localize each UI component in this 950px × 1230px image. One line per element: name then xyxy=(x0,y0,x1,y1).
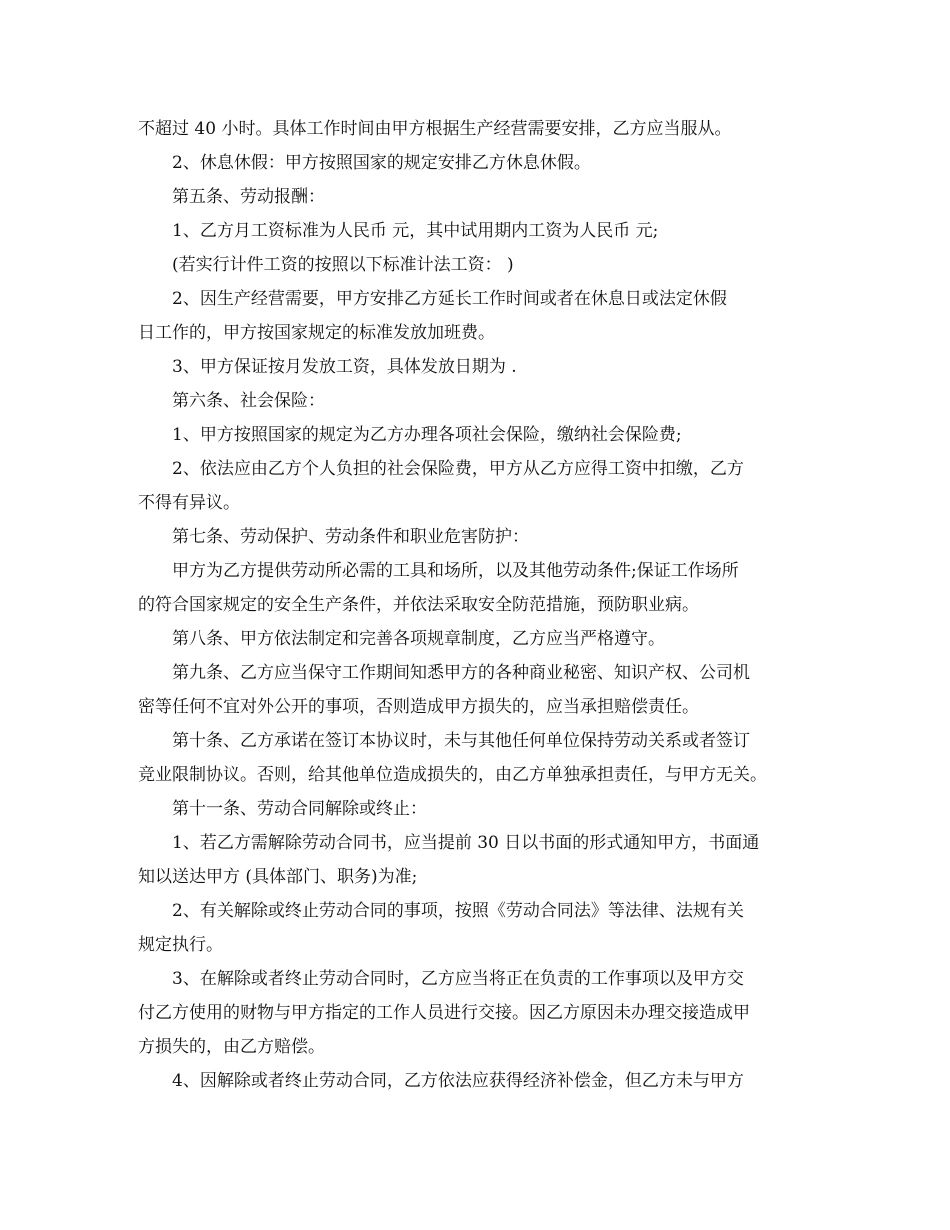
document-line: 第六条、社会保险： xyxy=(172,391,325,411)
document-line: 第八条、甲方依法制定和完善各项规章制度，乙方应当严格遵守。 xyxy=(172,629,665,649)
document-line: 2、有关解除或终止劳动合同的事项，按照《劳动合同法》等法律、法规有关 xyxy=(172,901,744,921)
document-line: 的符合国家规定的安全生产条件，并依法采取安全防范措施，预防职业病。 xyxy=(138,595,699,615)
document-body xyxy=(138,112,828,1098)
document-line: 付乙方使用的财物与甲方指定的工作人员进行交接。因乙方原因未办理交接造成甲 xyxy=(138,1003,750,1023)
document-line: 1、甲方按照国家的规定为乙方办理各项社会保险，缴纳社会保险费; xyxy=(172,425,682,445)
document-line: 第十条、乙方承诺在签订本协议时，未与其他任何单位保持劳动关系或者签订 xyxy=(172,731,750,751)
document-line: 第七条、劳动保护、劳动条件和职业危害防护： xyxy=(172,527,529,547)
document-line: 第五条、劳动报酬： xyxy=(172,187,325,207)
document-line: 不超过 40 小时。具体工作时间由甲方根据生产经营需要安排，乙方应当服从。 xyxy=(138,119,732,139)
document-line: 知以送达甲方 (具体部门、职务)为准; xyxy=(138,867,418,887)
document-line: 1、乙方月工资标准为人民币 元，其中试用期内工资为人民币 元; xyxy=(172,221,659,241)
document-line: 1、若乙方需解除劳动合同书，应当提前 30 日以书面的形式通知甲方，书面通 xyxy=(172,833,760,853)
document-line: 2、依法应由乙方个人负担的社会保险费，甲方从乙方应得工资中扣缴，乙方 xyxy=(172,459,744,479)
document-line: 4、因解除或者终止劳动合同，乙方依法应获得经济补偿金，但乙方未与甲方 xyxy=(172,1071,744,1091)
document-line: (若实行计件工资的按照以下标准计法工资： ) xyxy=(172,255,514,275)
document-line: 甲方为乙方提供劳动所必需的工具和场所，以及其他劳动条件;保证工作场所 xyxy=(172,561,739,581)
document-line: 2、休息休假：甲方按照国家的规定安排乙方休息休假。 xyxy=(172,153,591,173)
document-line: 2、因生产经营需要，甲方安排乙方延长工作时间或者在休息日或法定休假 xyxy=(172,289,727,309)
document-line: 方损失的，由乙方赔偿。 xyxy=(138,1037,325,1057)
document-line: 第十一条、劳动合同解除或终止： xyxy=(172,799,427,819)
document-line: 3、甲方保证按月发放工资，具体发放日期为 . xyxy=(172,357,517,377)
document-line: 日工作的，甲方按国家规定的标准发放加班费。 xyxy=(138,323,495,343)
document-line: 密等任何不宜对外公开的事项，否则造成甲方损失的，应当承担赔偿责任。 xyxy=(138,697,699,717)
document-line: 规定执行。 xyxy=(138,935,223,955)
document-line: 不得有异议。 xyxy=(138,493,240,513)
document-line: 3、在解除或者终止劳动合同时，乙方应当将正在负责的工作事项以及甲方交 xyxy=(172,969,744,989)
document-line: 竞业限制协议。否则，给其他单位造成损失的，由乙方单独承担责任，与甲方无关。 xyxy=(138,765,767,785)
document-line: 第九条、乙方应当保守工作期间知悉甲方的各种商业秘密、知识产权、公司机 xyxy=(172,663,750,683)
